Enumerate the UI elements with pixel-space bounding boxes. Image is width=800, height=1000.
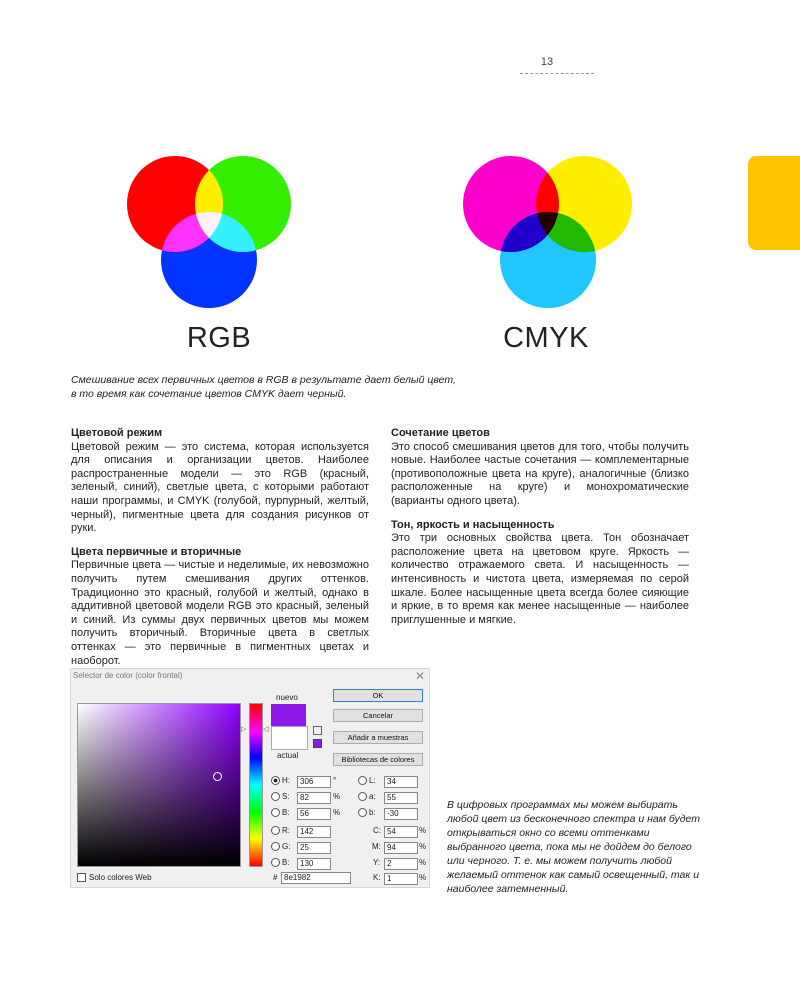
field-g-label: G: [282,842,291,851]
radio-r[interactable] [271,826,280,835]
rgb-blue-circle [161,212,257,308]
field-m-input[interactable]: 94 [384,842,418,854]
hue-slider-left-arrow-icon[interactable]: ▷ [241,726,247,733]
field-c-unit: % [419,826,427,835]
section-body-tone: Это три основных свойства цвета. Тон обозначает расположение цвета на цветовом круге. Яркость — количество отражаемого света. И насыщенность — интенсивность и чистота цвета, измеряемая по серой шкале. Более насыщенные цвета всегда более сияющие и яркие, в то время как менее насыщенные — наиболее приглушенные и мягкие. [391,532,689,626]
cmyk-cyan-circle [500,212,596,308]
caption-line: в то время как сочетание цветов CMYK дает черный. [71,388,347,400]
field-lab-b-label: b: [369,808,376,817]
cmyk-venn [463,156,632,308]
field-r-input[interactable]: 142 [297,826,331,838]
field-lab-b-input[interactable]: -30 [384,808,418,820]
field-a-input[interactable]: 55 [384,792,418,804]
new-color-swatch [271,704,306,726]
figure-caption [71,373,471,401]
field-s-row[interactable] [271,792,290,804]
field-y-unit: % [419,858,427,867]
picker-title: Selector de color (color frontal) [73,671,183,680]
section-title-combination: Сочетание цветов [391,427,490,439]
radio-blue[interactable] [271,858,280,867]
field-c-input[interactable]: 54 [384,826,418,838]
gamut-warning-cube-icon[interactable] [313,726,322,735]
field-h-input[interactable]: 306 [297,776,331,788]
radio-s[interactable] [271,792,280,801]
rgb-venn [127,156,291,308]
field-s-unit: % [333,792,341,801]
field-blue-label: B: [282,858,290,867]
section-body-primary-secondary: Первичные цвета — чистые и неделимые, их невозможно получить путем смешивания других оттенков. Традиционно это красный, голубой и желтый, однако в аддитивной цветовой модели RGB это красный, зеленый и синий. Из суммы двух первичных цветов мы можем получить вторичный. Вторичные цвета в светлых оттенках — это первичные в пигментных цветах и наоборот. [71,559,369,667]
page-number: 13 [540,56,554,68]
ok-button[interactable]: OK [333,689,423,702]
field-m-label: M: [372,842,381,851]
caption-line: Смешивание всех первичных цветов в RGB в результате дает белый цвет, [71,374,456,386]
radio-lab-b[interactable] [358,808,367,817]
field-g-input[interactable]: 25 [297,842,331,854]
radio-l[interactable] [358,776,367,785]
section-title-primary-secondary: Цвета первичные и вторичные [71,545,242,558]
field-lab-b-row[interactable] [358,808,376,820]
color-picker-dialog [70,668,430,888]
field-l-input[interactable]: 34 [384,776,418,788]
close-icon[interactable]: ✕ [414,669,425,683]
field-blue-row[interactable] [271,858,290,870]
left-column [71,427,369,678]
picker-caption: В цифровых программах мы можем выбирать любой цвет из бесконечного спектра и нам будет открываться окно со всеми оттенками выбранного цвета, пока мы не дойдем до белого или черного. Т. е. мы можем получить любой желаемый оттенок как самый освещенный, так и наиболее затемненный. [447,799,701,895]
radio-a[interactable] [358,792,367,801]
color-libraries-button[interactable]: Bibliotecas de colores [333,753,423,766]
cmyk-label: CMYK [503,322,589,354]
current-color-label: actual [277,751,299,760]
rgb-label: RGB [186,322,252,354]
field-s-input[interactable]: 82 [297,792,331,804]
field-a-row[interactable] [358,792,376,804]
right-column [391,427,689,637]
section-title-color-mode: Цветовой режим [71,427,163,439]
radio-b[interactable] [271,808,280,817]
web-only-label: Solo colores Web [89,873,152,882]
field-h-label: H: [282,776,290,785]
field-s-label: S: [282,792,290,801]
hex-label: # [273,873,278,882]
page-number-rule [520,73,594,74]
hue-slider[interactable] [249,703,263,867]
field-b-unit: % [333,808,341,817]
field-c-label: C: [373,826,381,835]
field-h-unit: ° [333,776,337,785]
field-k-input[interactable]: 1 [384,873,418,885]
field-k-unit: % [419,873,427,882]
add-to-swatches-button[interactable]: Añadir a muestras [333,731,423,744]
color-field[interactable] [77,703,241,867]
color-field-cursor[interactable] [213,772,222,781]
field-l-row[interactable] [358,776,376,788]
radio-g[interactable] [271,842,280,851]
field-b-input[interactable]: 56 [297,808,331,820]
field-m-unit: % [419,842,427,851]
field-blue-input[interactable]: 130 [297,858,331,870]
web-only-checkbox-box[interactable] [77,873,86,882]
field-y-label: Y: [373,858,381,867]
field-r-row[interactable] [271,826,290,838]
cancel-button[interactable]: Cancelar [333,709,423,722]
new-color-label: nuevo [276,693,298,702]
web-safe-swatch-icon[interactable] [313,739,322,748]
field-b-label: B: [282,808,290,817]
field-b-row[interactable] [271,808,290,820]
section-body-color-mode: Цветовой режим — это система, которая используется для описания и организации цветов. Наиболее распространенные модели — это RGB (красный, зеленый, синий), светлые цвета, с которыми работают наши программы, и CMYK (голубой, пурпурный, желтый, черный), пигментные цвета для создания рисунков от руки. [71,440,369,535]
field-r-label: R: [282,826,290,835]
field-h-row[interactable] [271,776,290,788]
field-g-row[interactable] [271,842,290,854]
field-y-input[interactable]: 2 [384,858,418,870]
radio-h[interactable] [271,776,280,785]
field-k-label: K: [373,873,381,882]
section-body-combination: Это способ смешивания цветов для того, чтобы получить новые. Наиболее частые сочетания — комплементарные (противоположные цвета на круге), аналогичные (близко расположенные на круге) и монохроматические (варианты одного цвета). [391,440,689,507]
field-l-label: L: [369,776,376,785]
hex-input[interactable]: 8e1982 [281,872,351,884]
venn-diagrams [0,150,800,370]
current-color-swatch[interactable] [271,726,308,750]
web-only-checkbox[interactable] [77,873,152,882]
field-a-label: a: [369,792,376,801]
hue-slider-right-arrow-icon[interactable]: ◁ [263,726,269,733]
section-title-tone: Тон, яркость и насыщенность [391,518,555,531]
